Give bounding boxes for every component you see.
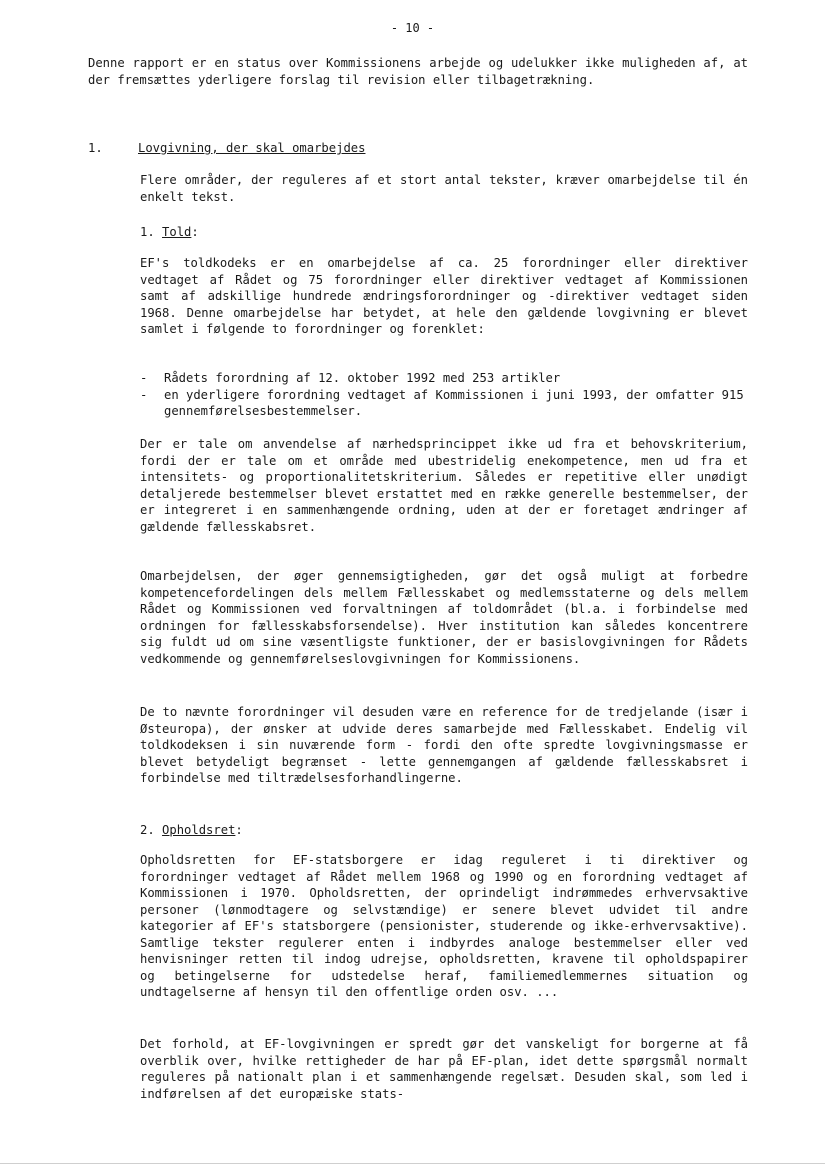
section-lead xyxy=(140,172,748,205)
intro-paragraph xyxy=(88,55,748,88)
paragraph-text: Omarbejdelsen, der øger gennemsigtigheden, gør det også muligt at forbedre kompetencefordelingen dels mellem Fællesskabet og medlemsstaterne og dels mellem Rådet og Kommissionen ved forvaltningen af toldområdet (bl.a. i forbindelse med ordningen for fællesskabsforsendelse). Hver institution kan således koncentrere sig fuldt ud om sine væsentligste funktioner, der er basislovgivningen for Rådets vedkommende og gennemførelseslovgivningen for Kommissionens. xyxy=(140,569,748,666)
list-item xyxy=(140,370,748,387)
intro-text: Denne rapport er en status over Kommissionens arbejde og udelukker ikke muligheden af, at der fremsættes yderligere forslag til revision eller tilbagetrækning. xyxy=(88,56,748,87)
list-item xyxy=(140,387,748,420)
bullet-list xyxy=(140,370,748,420)
section-lead-text: Flere områder, der reguleres af et stort antal tekster, kræver omarbejdelse til én enkelt tekst. xyxy=(140,173,748,204)
list-item-text: Rådets forordning af 12. oktober 1992 med 253 artikler xyxy=(164,371,561,385)
paragraph-text: EF's toldkodeks er en omarbejdelse af ca. 25 forordninger eller direktiver vedtaget af Rådet og 75 forordninger eller direktiver vedtaget af Kommissionen samt af adskillige hundrede ændringsforordninger og -direktiver vedtaget siden 1968. Denne omarbejdelse har betydet, at hele den gældende lovgivning er blevet samlet i følgende to forordninger og forenklet: xyxy=(140,256,748,336)
subsection-2-suffix: : xyxy=(235,823,243,837)
dash-marker: - xyxy=(140,387,148,402)
paragraph-text: De to nævnte forordninger vil desuden være en reference for de tredjelande (især i Østeuropa), der ønsker at udvide deres samarbejde med Fællesskabet. Endelig vil toldkodeksen i sin nuværende form - fordi den ofte spredte lovgivningsmasse er blevet betydeligt begrænset - lette gennemgangen af gældende fællesskabsret i forbindelse med tiltrædelsesforhandlingerne. xyxy=(140,705,748,785)
subsection-2-title: Opholdsret xyxy=(162,823,236,837)
section-heading xyxy=(88,140,748,157)
list-item-text: en yderligere forordning vedtaget af Kommissionen i juni 1993, der omfatter 915 gennemførelsesbestemmelser. xyxy=(164,387,744,418)
paragraph-text: Det forhold, at EF-lovgivningen er spredt gør det vanskeligt for borgerne at få overblik over, hvilke rettigheder de har på EF-plan, idet dette spørgsmål normalt reguleres på nationalt plan i et sammenhængende regelsæt. Desuden skal, som led i indførelsen af det europæiske stats- xyxy=(140,1037,748,1101)
subsection-2-paragraph-1 xyxy=(140,852,748,1001)
paragraph-text: Opholdsretten for EF-statsborgere er idag reguleret i ti direktiver og forordninger vedtaget af Rådet mellem 1968 og 1990 og en forordning vedtaget af Kommissionen i 1970. Opholdsretten, der oprindeligt indrømmedes erhvervsaktive personer (lønmodtagere og selvstændige) er senere blevet udvidet til andre kategorier af EF's statsborgere (pensionister, studerende og ikke-erhvervsaktive). Samtlige tekster regulerer enten i indbyrdes analoge bestemmelser eller ved henvisninger retten til indog udrejse, opholdsretten, kravene til opholdspapirer og betingelserne for udstedelse heraf, familiemedlemmernes situation og undtagelserne af hensyn til den offentlige orden osv. ... xyxy=(140,853,748,999)
subsection-1-paragraph-4 xyxy=(140,704,748,787)
subsection-1-paragraph-1 xyxy=(140,255,748,338)
subsection-1-number: 1. xyxy=(140,225,155,239)
paragraph-text: Der er tale om anvendelse af nærhedsprincippet ikke ud fra et behovskriterium, fordi der er tale om et område med ubestridelig enekompetence, men ud fra et intensitets- og proportionalitetskriterium. Således er repetitive eller unødigt detaljerede bestemmelser blevet erstattet med en række generelle bestemmelser, der er integreret i en sammenhængende ordning, uden at der er foretaget ændringer af gældende fællesskabsret. xyxy=(140,437,748,534)
subsection-1-suffix: : xyxy=(191,225,199,239)
section-title: Lovgivning, der skal omarbejdes xyxy=(138,141,366,155)
subsection-1-title: Told xyxy=(162,225,192,239)
subsection-2-number: 2. xyxy=(140,823,155,837)
page-bottom-edge xyxy=(0,1163,825,1164)
subsection-2-paragraph-2 xyxy=(140,1036,748,1102)
subsection-2-heading xyxy=(140,822,748,839)
page-number: - 10 - xyxy=(390,21,435,35)
subsection-1-heading xyxy=(140,224,748,241)
subsection-1-paragraph-2 xyxy=(140,436,748,535)
dash-marker: - xyxy=(140,371,148,385)
subsection-1-paragraph-3 xyxy=(140,568,748,667)
section-number: 1. xyxy=(88,141,103,155)
